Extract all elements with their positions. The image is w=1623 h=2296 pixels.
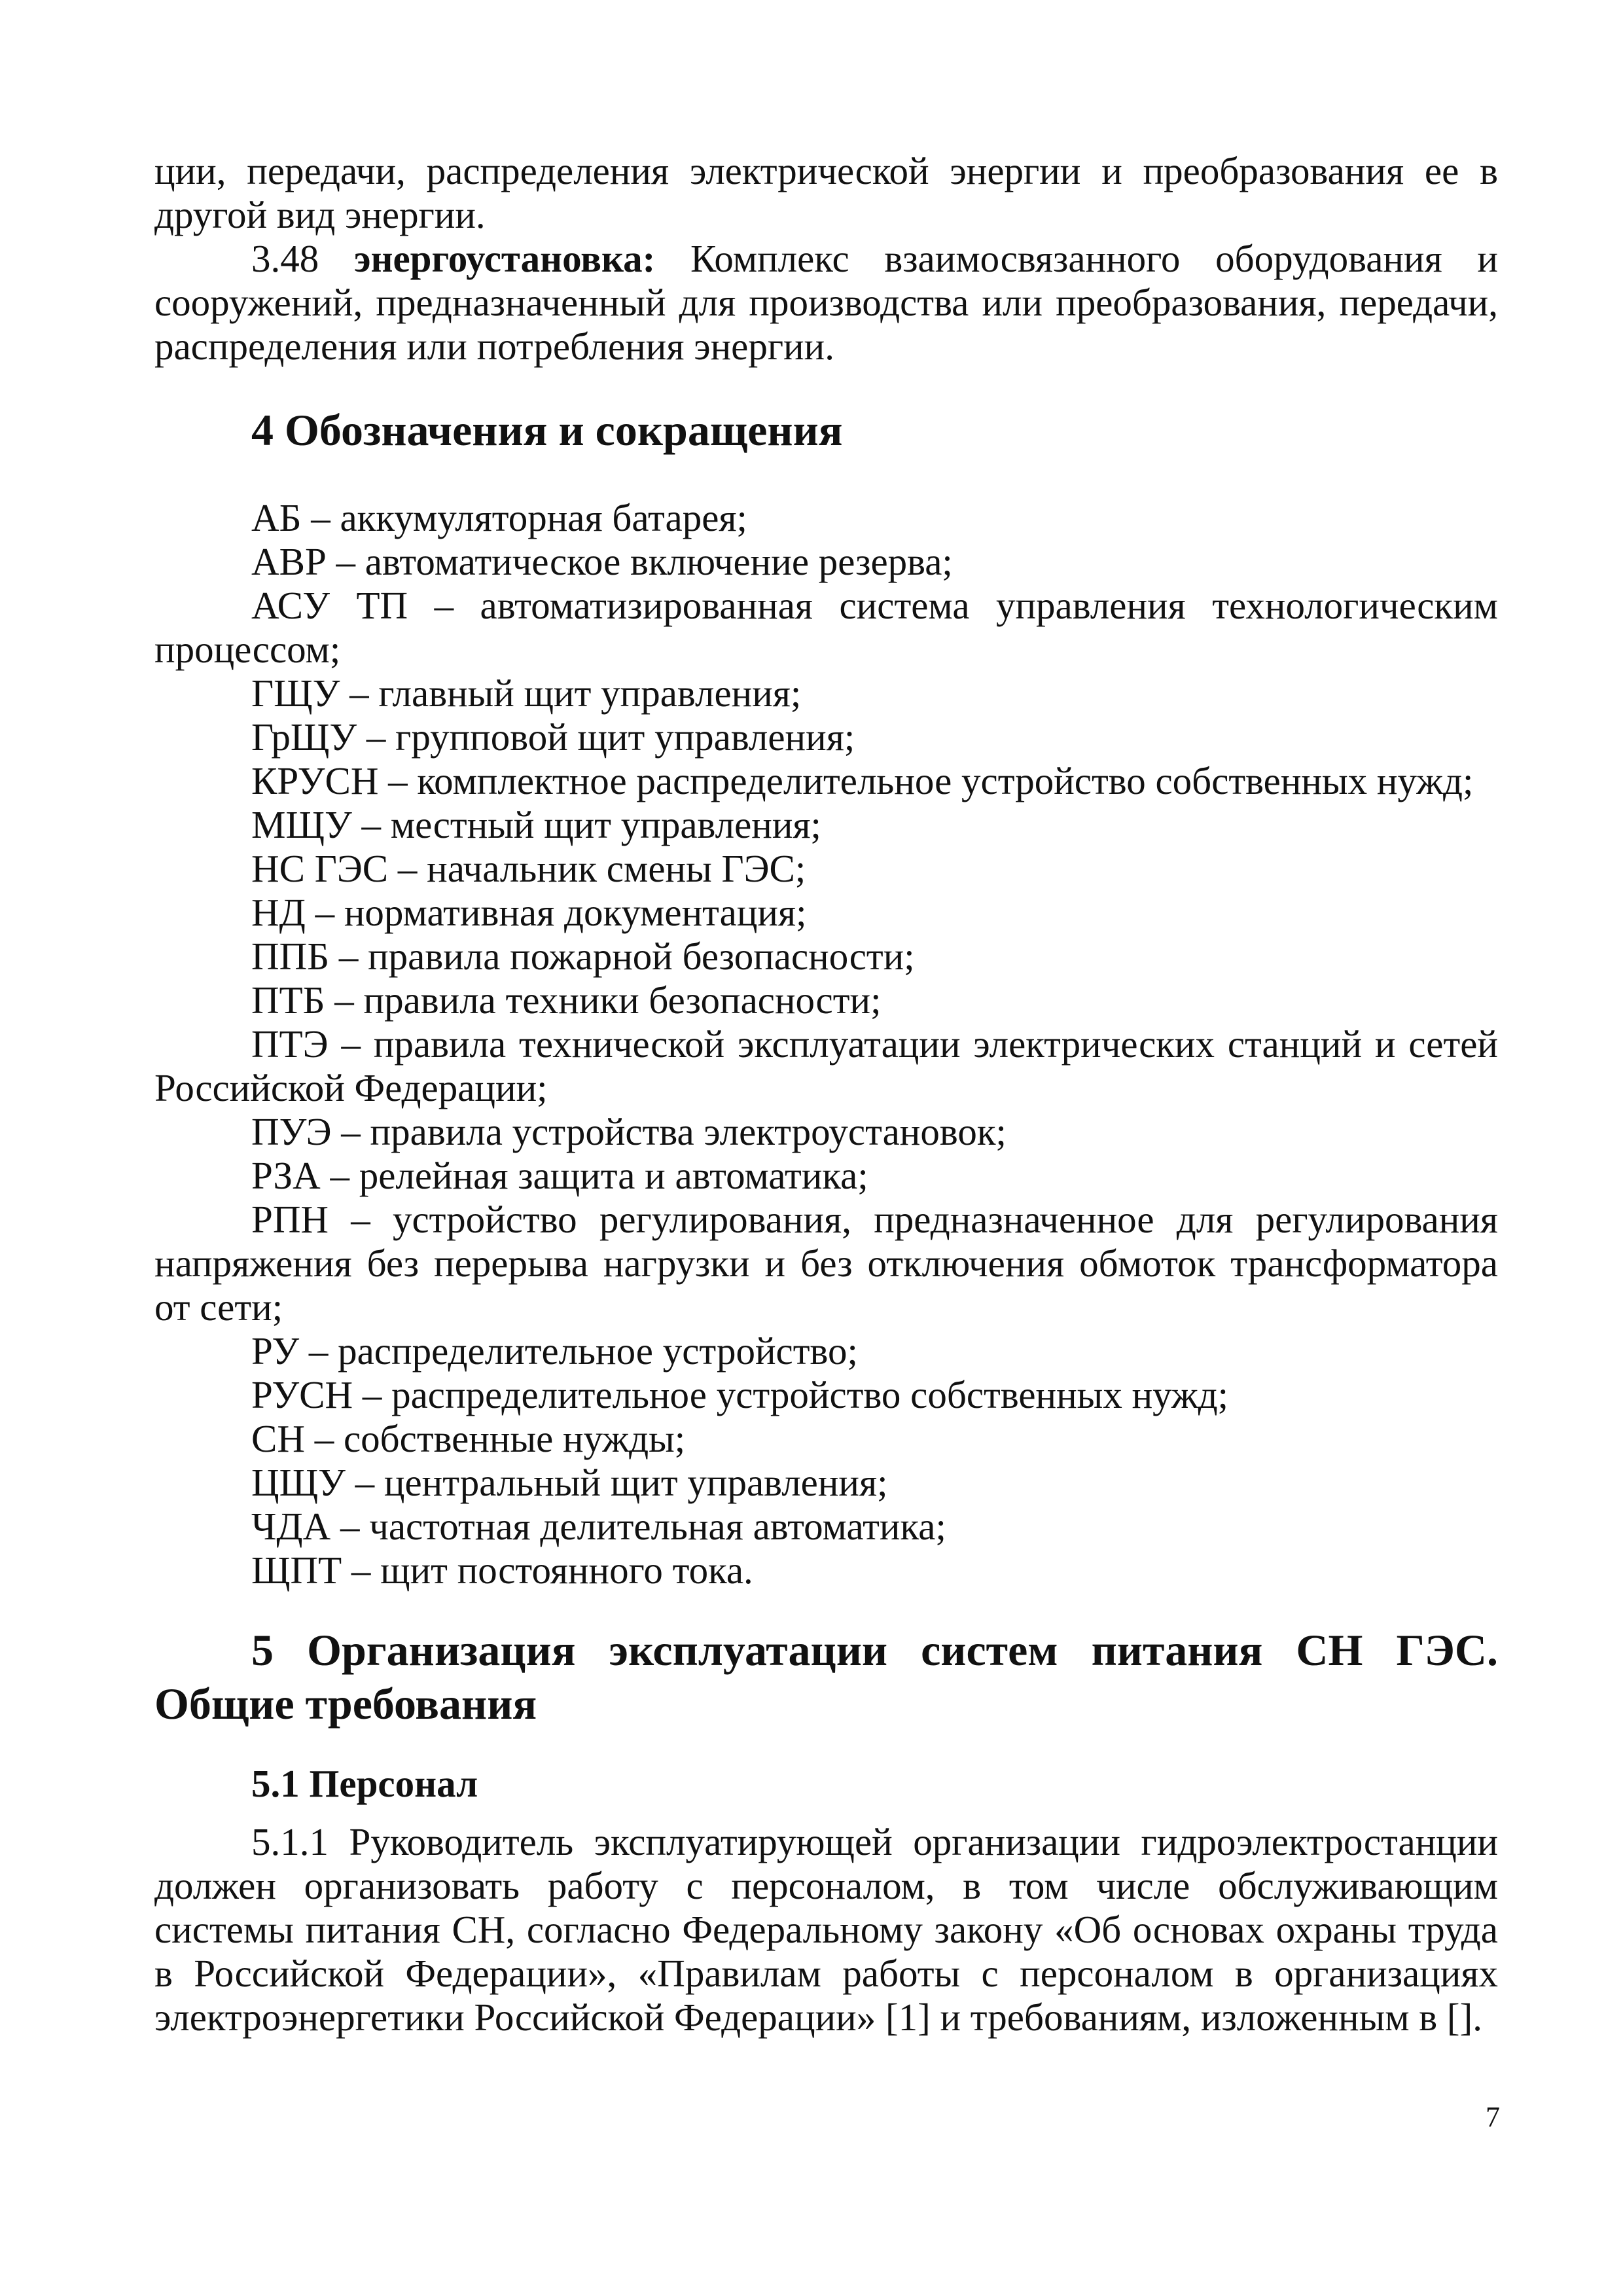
definition-term: энергоустановка: xyxy=(353,237,656,280)
abbreviation-item: КРУСН – комплектное распределительное устройство собственных нужд; xyxy=(251,759,1474,802)
abbreviation-item: ЩПТ – щит постоянного тока. xyxy=(251,1549,753,1592)
subsection-5-1-heading: 5.1 Персонал xyxy=(251,1762,478,1805)
abbreviation-item: СН – собственные нужды; xyxy=(251,1417,686,1460)
page-content xyxy=(154,149,1498,2039)
abbreviation-item: АБ – аккумуляторная батарея; xyxy=(251,496,747,539)
abbreviation-item: АВР – автоматическое включение резерва; xyxy=(251,540,953,583)
abbreviation-item: ГЩУ – главный щит управления; xyxy=(251,672,802,715)
abbreviation-item: ПТЭ – правила технической эксплуатации электрических станций и сетей Российской Федерации; xyxy=(154,1022,1498,1109)
section-4-heading: 4 Обозначения и сокращения xyxy=(251,405,843,455)
page-number: 7 xyxy=(1486,2101,1500,2133)
abbreviation-item: РЗА – релейная защита и автоматика; xyxy=(251,1154,868,1197)
abbreviation-item: ПУЭ – правила устройства электроустановок; xyxy=(251,1110,1007,1153)
abbreviation-item: ЦЩУ – центральный щит управления; xyxy=(251,1461,888,1504)
definition-text: Комплекс взаимосвязанного оборудования и сооружений, предназначенный для производства или преобразования, передачи, распределения или потребления энергии. xyxy=(154,237,1499,368)
paragraph-5-1-1: 5.1.1 Руководитель эксплуатирующей организации гидроэлектростанции должен организовать работу с персоналом, в том числе обслуживающим системы питания СН, согласно Федеральному закону «Об основах охраны труда в Российской Федерации», «Правилам работы с персоналом в организациях электроэнергетики Российской Федерации» [1] и требованиям, изложенным в []. xyxy=(154,1820,1498,2039)
abbreviation-item: РУСН – распределительное устройство собственных нужд; xyxy=(251,1373,1229,1416)
abbreviation-item: ЧДА – частотная делительная автоматика; xyxy=(251,1505,946,1548)
abbreviation-item: МЩУ – местный щит управления; xyxy=(251,803,821,846)
abbreviation-item: РПН – устройство регулирования, предназначенное для регулирования напряжения без перерыва нагрузки и без отключения обмоток трансформатора от сети; xyxy=(154,1198,1498,1329)
abbreviation-item: ППБ – правила пожарной безопасности; xyxy=(251,935,915,978)
intro-continuation: ции, передачи, распределения электрической энергии и преобразования ее в другой вид энергии. xyxy=(154,149,1498,236)
abbreviations-list xyxy=(154,496,1498,1592)
definition-3-48 xyxy=(154,237,1498,368)
abbreviation-item: ПТБ – правила техники безопасности; xyxy=(251,978,882,1022)
abbreviation-item: ГрЩУ – групповой щит управления; xyxy=(251,715,855,759)
abbreviation-item: АСУ ТП – автоматизированная система управления технологическим процессом; xyxy=(154,584,1498,671)
abbreviation-item: РУ – распределительное устройство; xyxy=(251,1329,858,1372)
definition-number: 3.48 xyxy=(251,237,319,280)
abbreviation-item: НС ГЭС – начальник смены ГЭС; xyxy=(251,847,806,890)
section-5-heading: 5 Организация эксплуатации систем питания СН ГЭС. Общие требования xyxy=(154,1625,1498,1729)
abbreviation-item: НД – нормативная документация; xyxy=(251,891,807,934)
